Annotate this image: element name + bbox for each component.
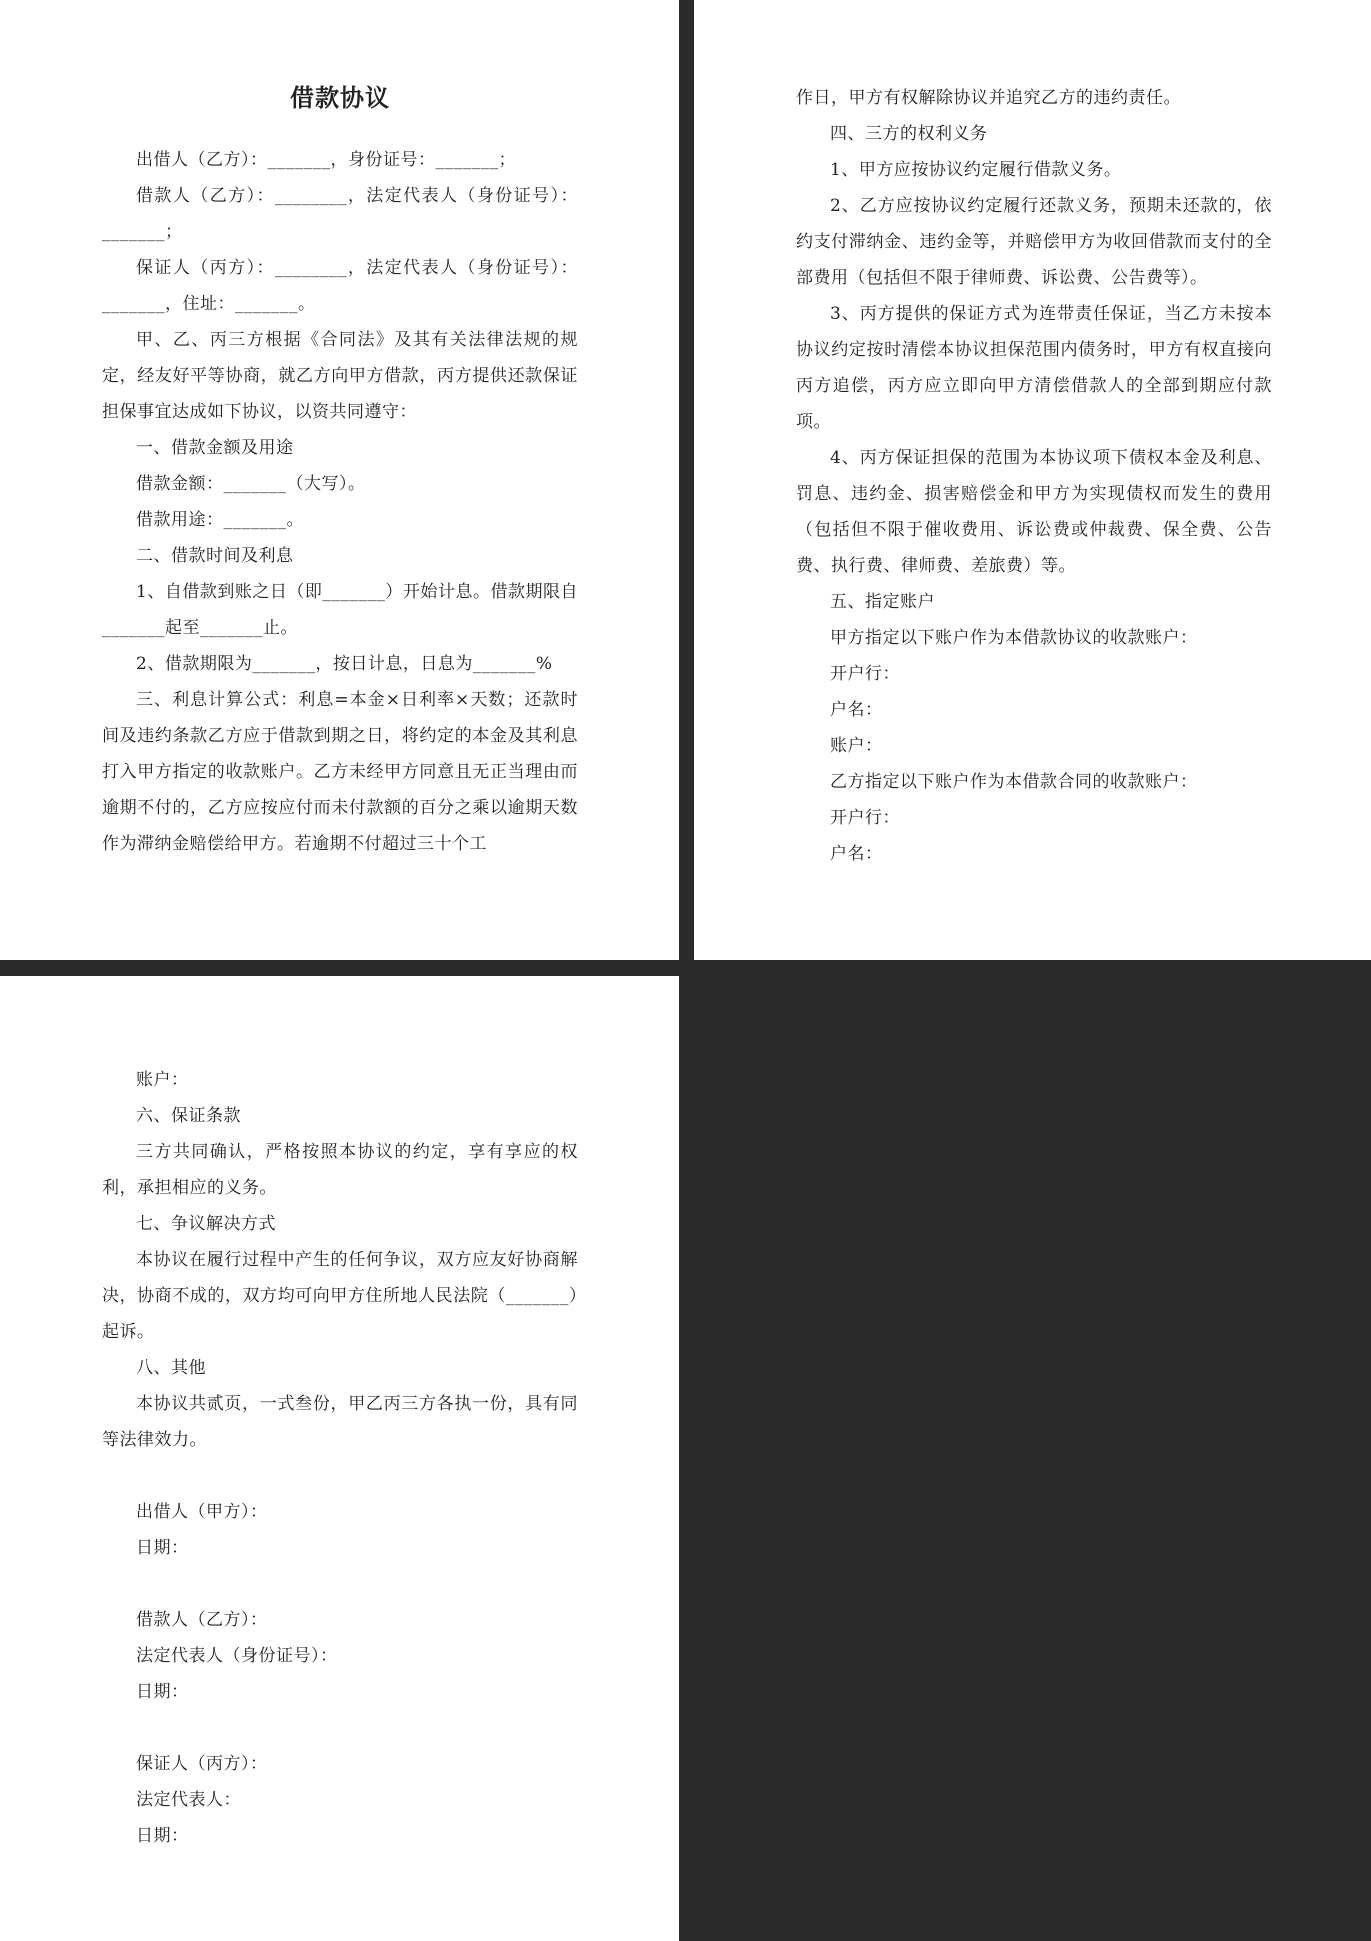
guarantor-signature-label: 保证人（丙方）： (136, 1754, 268, 1774)
document-page-1 (0, 0, 679, 960)
borrower-signature-label: 借款人（乙方）： (136, 1610, 268, 1630)
section-heading-2: 二、借款时间及利息 (136, 546, 294, 566)
section-heading-1: 一、借款金额及用途 (136, 438, 294, 458)
spacer (102, 1458, 578, 1494)
guarantor-date-label: 日期： (136, 1826, 189, 1846)
loan-purpose-field: 借款用途：_______。 (136, 510, 304, 530)
page-2-content (796, 80, 1272, 872)
guarantor-rep-label: 法定代表人： (136, 1790, 241, 1810)
party-b-bank-field: 开户行： (830, 808, 900, 828)
loan-amount-field: 借款金额：_______（大写）。 (136, 474, 366, 494)
spacer (102, 1566, 578, 1602)
section-heading-5: 五、指定账户 (830, 592, 935, 612)
party-b-account-intro: 乙方指定以下账户作为本借款合同的收款账户： (830, 772, 1198, 792)
rights-clause-3: 3、丙方提供的保证方式为连带责任保证，当乙方未按本协议约定按时清偿本协议担保范围内债务时，甲方有权直接向丙方追偿，丙方应立即向甲方清偿借款人的全部到期应付款项。 (796, 304, 1272, 432)
preamble-paragraph: 甲、乙、丙三方根据《合同法》及其有关法律法规的规定，经友好平等协商，就乙方向甲方借款，丙方提供还款保证担保事宜达成如下协议，以资共同遵守： (102, 330, 578, 422)
other-clause: 本协议共贰页，一式叁份，甲乙丙三方各执一份，具有同等法律效力。 (102, 1394, 578, 1450)
party-a-account-field: 账户： (830, 736, 883, 756)
party-b-account-field: 账户： (136, 1070, 189, 1090)
interest-start-clause: 1、自借款到账之日（即_______）开始计息。借款期限自_______起至_______止。 (102, 582, 578, 638)
rights-clause-2: 2、乙方应按协议约定履行还款义务，预期未还款的，依约支付滞纳金、违约金等，并赔偿甲方为收回借款而支付的全部费用（包括但不限于律师费、诉讼费、公告费等）。 (796, 196, 1272, 288)
lender-signature-label: 出借人（甲方）： (136, 1502, 268, 1522)
guarantee-clause: 三方共同确认，严格按照本协议的约定，享有享应的权利，承担相应的义务。 (102, 1142, 578, 1198)
section-heading-6: 六、保证条款 (136, 1106, 241, 1126)
lender-field: 出借人（乙方）：_______，身份证号：_______； (136, 150, 516, 170)
document-page-2 (694, 0, 1371, 960)
borrower-field: 借款人（乙方）：________，法定代表人（身份证号）：_______； (102, 186, 578, 242)
party-a-account-intro: 甲方指定以下账户作为本借款协议的收款账户： (830, 628, 1198, 648)
rights-clause-4: 4、丙方保证担保的范围为本协议项下债权本金及利息、罚息、违约金、损害赔偿金和甲方为实现债权而发生的费用（包括但不限于催收费用、诉讼费或仲裁费、保全费、公告费、执行费、律师费、差旅费）等。 (796, 448, 1272, 576)
section-heading-8: 八、其他 (136, 1358, 206, 1378)
document-title: 借款协议 (290, 84, 390, 112)
guarantor-field: 保证人（丙方）：________，法定代表人（身份证号）：_______，住址：_______。 (102, 258, 578, 314)
continuation-text: 作日，甲方有权解除协议并追究乙方的违约责任。 (796, 88, 1181, 108)
rights-clause-1: 1、甲方应按协议约定履行借款义务。 (830, 160, 1122, 180)
borrower-date-label: 日期： (136, 1682, 189, 1702)
page-3-content (102, 1062, 578, 1854)
borrower-rep-label: 法定代表人（身份证号）： (136, 1646, 338, 1666)
section-heading-7: 七、争议解决方式 (136, 1214, 276, 1234)
party-a-bank-field: 开户行： (830, 664, 900, 684)
page-1-content (102, 80, 578, 862)
lender-date-label: 日期： (136, 1538, 189, 1558)
spacer (102, 1710, 578, 1746)
party-b-name-field: 户名： (830, 844, 883, 864)
dispute-clause: 本协议在履行过程中产生的任何争议，双方应友好协商解决，协商不成的，双方均可向甲方住所地人民法院（_______）起诉。 (102, 1250, 578, 1342)
party-a-name-field: 户名： (830, 700, 883, 720)
loan-term-clause: 2、借款期限为_______，按日计息，日息为_______% (136, 654, 553, 674)
document-page-3 (0, 976, 679, 1941)
section-heading-4: 四、三方的权利义务 (830, 124, 988, 144)
interest-formula-paragraph: 三、利息计算公式：利息=本金×日利率×天数；还款时间及违约条款乙方应于借款到期之日，将约定的本金及其利息打入甲方指定的收款账户。乙方未经甲方同意且无正当理由而逾期不付的，乙方应按应付而未付款额的百分之乘以逾期天数作为滞纳金赔偿给甲方。若逾期不付超过三十个工 (102, 690, 578, 854)
